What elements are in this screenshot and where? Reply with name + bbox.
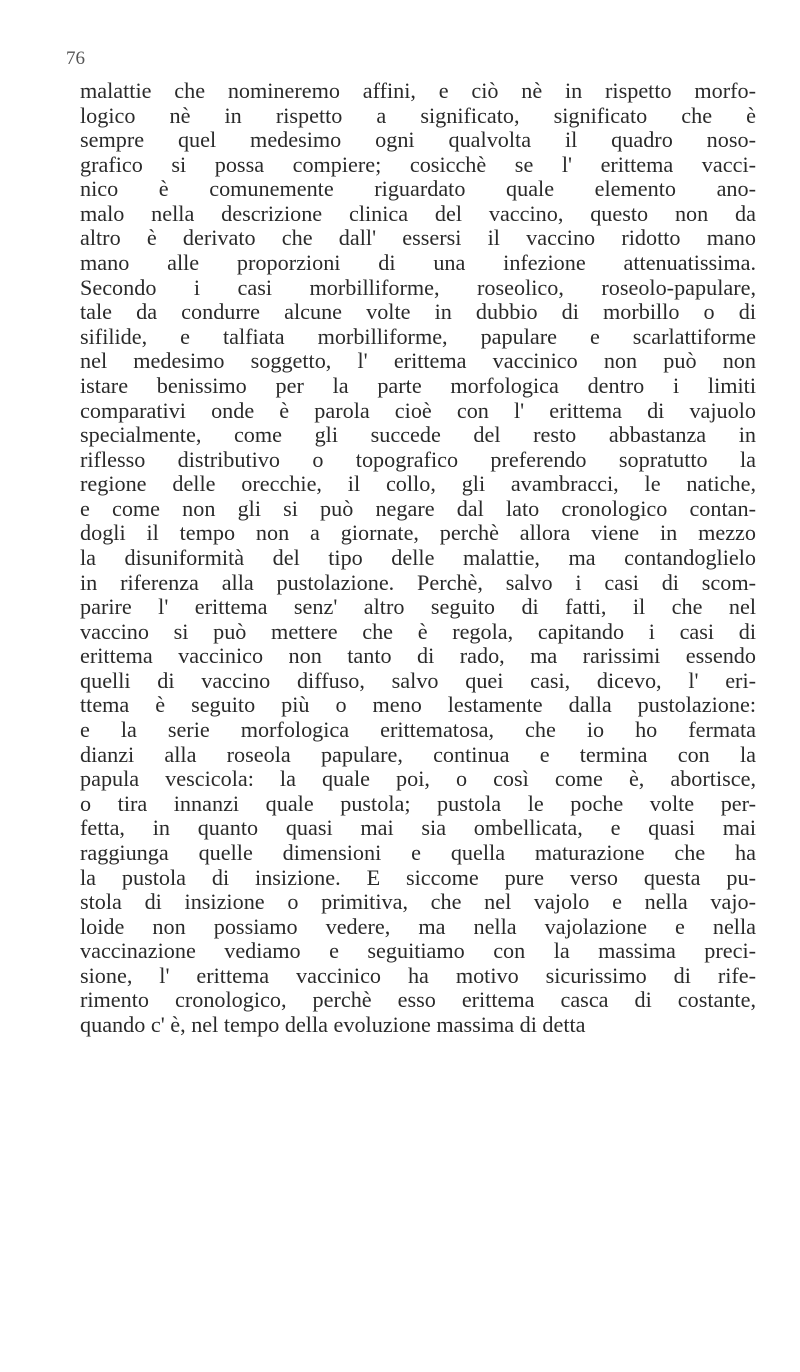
text-line: sifilide, e talfiata morbilliforme, papulare e scarlattiforme — [80, 323, 756, 349]
text-line: o tira innanzi quale pustola; pustola le poche volte per- — [80, 790, 756, 816]
text-line: la disuniformità del tipo delle malattie, ma contandoglielo — [80, 544, 756, 570]
text-line: sempre quel medesimo ogni qualvolta il quadro noso- — [80, 127, 756, 153]
text-line: riflesso distributivo o topografico preferendo sopratutto la — [80, 446, 756, 472]
text-line: regione delle orecchie, il collo, gli avambracci, le natiche, — [80, 471, 756, 497]
text-line: parire l' erittema senz' altro seguito di fatti, il che nel — [80, 594, 756, 620]
text-line: istare benissimo per la parte morfologica dentro i limiti — [80, 372, 756, 398]
text-line: Secondo i casi morbilliforme, roseolico, roseolo-papulare, — [80, 274, 756, 300]
text-line: rimento cronologico, perchè esso erittema casca di costante, — [80, 987, 756, 1013]
text-line: malo nella descrizione clinica del vaccino, questo non da — [80, 200, 756, 226]
text-line: la pustola di insizione. E siccome pure verso questa pu- — [80, 864, 756, 890]
text-line: raggiunga quelle dimensioni e quella maturazione che ha — [80, 839, 756, 865]
text-line: in riferenza alla pustolazione. Perchè, salvo i casi di scom- — [80, 569, 756, 595]
text-line: grafico si possa compiere; cosicchè se l' erittema vacci- — [80, 151, 756, 177]
text-line: specialmente, come gli succede del resto abbastanza in — [80, 422, 756, 448]
text-line: tale da condurre alcune volte in dubbio di morbillo o di — [80, 299, 756, 325]
text-line: stola di insizione o primitiva, che nel vajolo e nella vajo- — [80, 889, 756, 915]
text-line: vaccinazione vediamo e seguitiamo con la massima preci- — [80, 938, 756, 964]
text-line: dogli il tempo non a giornate, perchè allora viene in mezzo — [80, 520, 756, 546]
text-line: altro è derivato che dall' essersi il vaccino ridotto mano — [80, 225, 756, 251]
page-number: 76 — [66, 48, 85, 69]
text-line: mano alle proporzioni di una infezione attenuatissima. — [80, 250, 756, 276]
text-line: fetta, in quanto quasi mai sia ombellicata, e quasi mai — [80, 815, 756, 841]
text-line: e la serie morfologica erittematosa, che io ho fermata — [80, 717, 756, 743]
text-line: quando c' è, nel tempo della evoluzione massima di detta — [80, 1011, 586, 1037]
text-line: dianzi alla roseola papulare, continua e termina con la — [80, 741, 756, 767]
text-line: e come non gli si può negare dal lato cronologico contan- — [80, 495, 756, 521]
text-line: nel medesimo soggetto, l' erittema vaccinico non può non — [80, 348, 756, 374]
text-line: malattie che nomineremo affini, e ciò nè in rispetto morfo- — [80, 78, 756, 103]
text-line: vaccino si può mettere che è regola, capitando i casi di — [80, 618, 756, 644]
body-text — [80, 79, 756, 1038]
text-line: ttema è seguito più o meno lestamente dalla pustolazione: — [80, 692, 756, 718]
text-line: papula vescicola: la quale poi, o così come è, abortisce, — [80, 766, 756, 792]
text-line: nico è comunemente riguardato quale elemento ano- — [80, 176, 756, 202]
text-line: loide non possiamo vedere, ma nella vajolazione e nella — [80, 913, 756, 939]
text-line: quelli di vaccino diffuso, salvo quei casi, dicevo, l' eri- — [80, 667, 756, 693]
text-line: erittema vaccinico non tanto di rado, ma rarissimi essendo — [80, 643, 756, 669]
text-line: comparativi onde è parola cioè con l' erittema di vajuolo — [80, 397, 756, 423]
text-line: sione, l' erittema vaccinico ha motivo sicurissimo di rife- — [80, 962, 756, 988]
text-line: logico nè in rispetto a significato, significato che è — [80, 102, 756, 128]
